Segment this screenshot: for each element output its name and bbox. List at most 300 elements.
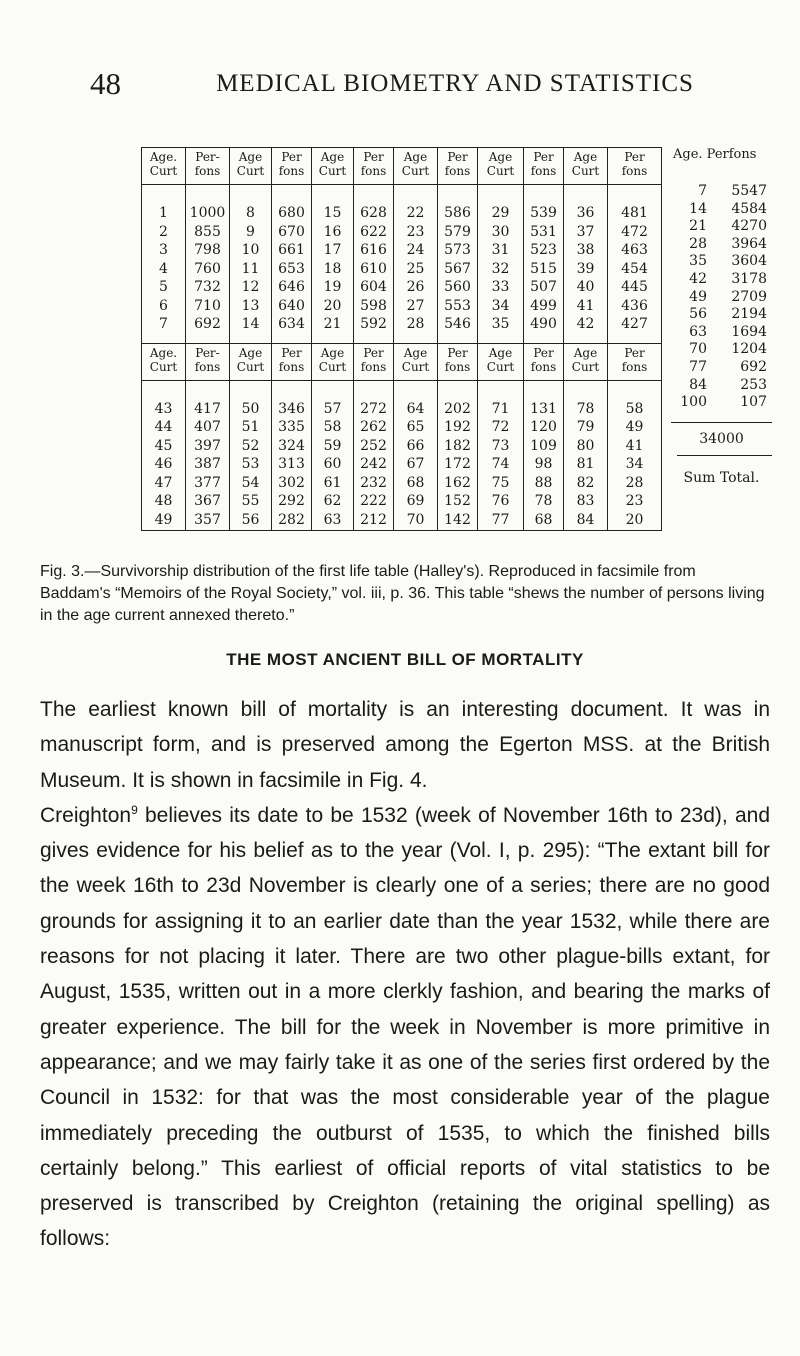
table-cell: 33	[478, 279, 524, 298]
column-header	[272, 148, 312, 185]
summary-rule	[671, 422, 772, 423]
table-cell: 507	[524, 279, 564, 298]
table-cell: 31	[478, 242, 524, 261]
table-row	[142, 475, 662, 494]
table-cell: 19	[312, 279, 354, 298]
column-header-line: Per	[363, 345, 384, 360]
table-spacer-row	[142, 380, 662, 401]
table-cell: 28	[394, 316, 438, 335]
facsimile-table	[141, 147, 662, 531]
table-cell: 88	[524, 475, 564, 494]
table-cell: 120	[524, 419, 564, 438]
table-row	[142, 438, 662, 457]
table-row	[142, 456, 662, 475]
table-cell: 34	[478, 298, 524, 317]
table-row	[142, 224, 662, 243]
table-cell: 42	[564, 316, 608, 335]
page-number: 48	[90, 66, 121, 101]
column-header-line: Age.	[149, 345, 178, 360]
column-header-line: fons	[278, 359, 305, 374]
column-header	[524, 148, 564, 185]
column-header-line: Per	[281, 345, 302, 360]
table-cell: 57	[312, 401, 354, 420]
column-header-line: fons	[530, 359, 557, 374]
spacer-cell	[394, 185, 438, 206]
table-cell: 11	[230, 261, 272, 280]
table-row	[142, 261, 662, 280]
summary-persons: 3604	[731, 253, 767, 270]
table-cell: 40	[564, 279, 608, 298]
table-cell: 4	[142, 261, 186, 280]
column-header-line: fons	[194, 359, 221, 374]
summary-row	[671, 324, 772, 342]
table-cell: 8	[230, 205, 272, 224]
paragraph-lead: Creighton	[40, 803, 132, 827]
table-cell: 472	[608, 224, 662, 243]
table-cell: 192	[438, 419, 478, 438]
table-cell: 23	[608, 493, 662, 512]
table-cell: 20	[312, 298, 354, 317]
column-header-line: Per	[447, 345, 468, 360]
table-cell: 54	[230, 475, 272, 494]
spacer-cell	[524, 380, 564, 401]
summary-row	[671, 341, 772, 359]
column-header-line: fons	[530, 164, 557, 178]
spacer-cell	[142, 185, 186, 206]
summary-row	[671, 394, 772, 412]
table-cell: 357	[186, 512, 230, 531]
column-header-line: Curt	[236, 164, 265, 178]
table-cell: 56	[230, 512, 272, 531]
column-header-line: Per-	[195, 150, 220, 164]
table-cell: 760	[186, 261, 230, 280]
footnote-ref: 9	[131, 802, 138, 817]
column-header-line: Curt	[318, 359, 347, 374]
table-cell: 324	[272, 438, 312, 457]
table-cell: 66	[394, 438, 438, 457]
spacer-cell	[230, 185, 272, 206]
table-cell: 560	[438, 279, 478, 298]
table-cell: 62	[312, 493, 354, 512]
table-cell: 1000	[186, 205, 230, 224]
table-cell: 292	[272, 493, 312, 512]
column-header-line: Age	[320, 150, 345, 164]
summary-persons: 4270	[731, 218, 767, 235]
table-cell: 598	[354, 298, 394, 317]
table-cell: 15	[312, 205, 354, 224]
column-header-line: fons	[444, 164, 471, 178]
summary-persons: 692	[740, 358, 767, 375]
table-cell: 52	[230, 438, 272, 457]
table-cell: 65	[394, 419, 438, 438]
table-cell: 616	[354, 242, 394, 261]
column-header	[438, 343, 478, 380]
table-cell: 427	[608, 316, 662, 335]
table-cell: 232	[354, 475, 394, 494]
column-header	[478, 343, 524, 380]
spacer-cell	[438, 185, 478, 206]
table-cell: 3	[142, 242, 186, 261]
table-cell: 64	[394, 401, 438, 420]
summary-column	[671, 147, 772, 486]
column-header	[394, 343, 438, 380]
table-cell: 82	[564, 475, 608, 494]
table-cell: 26	[394, 279, 438, 298]
table-cell: 84	[564, 512, 608, 531]
page-header	[90, 66, 760, 106]
table-cell: 515	[524, 261, 564, 280]
column-header	[186, 343, 230, 380]
summary-age: 84	[689, 376, 707, 393]
summary-persons: 107	[740, 394, 767, 411]
spacer-cell	[230, 380, 272, 401]
spacer-cell	[272, 380, 312, 401]
table-cell: 73	[478, 438, 524, 457]
table-row	[142, 279, 662, 298]
table-cell: 79	[564, 419, 608, 438]
column-header	[438, 148, 478, 185]
summary-age: 14	[689, 200, 707, 217]
table-cell: 17	[312, 242, 354, 261]
column-header-line: Per	[533, 150, 554, 164]
table-cell: 182	[438, 438, 478, 457]
table-cell: 75	[478, 475, 524, 494]
table-cell: 346	[272, 401, 312, 420]
column-header	[142, 148, 186, 185]
table-cell: 212	[354, 512, 394, 531]
table-cell: 604	[354, 279, 394, 298]
table-spacer-row	[142, 185, 662, 206]
column-header-line: Per	[624, 150, 645, 164]
table-cell: 37	[564, 224, 608, 243]
summary-persons: 5547	[731, 183, 767, 199]
spacer-cell	[186, 185, 230, 206]
summary-persons: 1204	[731, 341, 767, 358]
table-cell: 586	[438, 205, 478, 224]
table-cell: 44	[142, 419, 186, 438]
table-cell: 692	[186, 316, 230, 335]
table-cell: 68	[394, 475, 438, 494]
table-cell: 546	[438, 316, 478, 335]
table-row	[142, 242, 662, 261]
column-header-line: fons	[194, 164, 221, 178]
table-cell: 628	[354, 205, 394, 224]
table-cell: 2	[142, 224, 186, 243]
table-row	[142, 401, 662, 420]
table-cell: 24	[394, 242, 438, 261]
table-cell: 43	[142, 401, 186, 420]
gap-cell	[478, 335, 524, 344]
table-cell: 28	[608, 475, 662, 494]
column-header-line: Per-	[195, 345, 220, 360]
table-cell: 463	[608, 242, 662, 261]
table-cell: 670	[272, 224, 312, 243]
column-header	[564, 148, 608, 185]
table-cell: 49	[142, 512, 186, 531]
table-cell: 553	[438, 298, 478, 317]
table-cell: 36	[564, 205, 608, 224]
table-cell: 653	[272, 261, 312, 280]
table-cell: 46	[142, 456, 186, 475]
table-cell: 6	[142, 298, 186, 317]
table-cell: 610	[354, 261, 394, 280]
column-header	[524, 343, 564, 380]
section-heading: THE MOST ANCIENT BILL OF MORTALITY	[226, 650, 584, 669]
spacer-cell	[524, 185, 564, 206]
summary-age: 49	[689, 288, 707, 305]
column-header-line: Curt	[571, 359, 600, 374]
summary-row	[671, 183, 772, 201]
table-cell: 531	[524, 224, 564, 243]
column-header-line: Age	[573, 150, 598, 164]
table-cell: 131	[524, 401, 564, 420]
column-header-line: fons	[444, 359, 471, 374]
column-header	[186, 148, 230, 185]
paragraph	[40, 798, 770, 1257]
table-cell: 47	[142, 475, 186, 494]
summary-row	[671, 306, 772, 324]
table-cell: 387	[186, 456, 230, 475]
table-cell: 25	[394, 261, 438, 280]
summary-row	[671, 201, 772, 219]
table-cell: 646	[272, 279, 312, 298]
summary-rows	[671, 183, 772, 412]
column-header	[312, 148, 354, 185]
column-header-line: Curt	[571, 164, 600, 178]
gap-cell	[438, 335, 478, 344]
table-cell: 58	[312, 419, 354, 438]
spacer-cell	[354, 380, 394, 401]
table-cell: 313	[272, 456, 312, 475]
spacer-cell	[354, 185, 394, 206]
spacer-cell	[608, 185, 662, 206]
spacer-cell	[478, 185, 524, 206]
column-header	[272, 343, 312, 380]
table-cell: 34	[608, 456, 662, 475]
table-cell: 35	[478, 316, 524, 335]
summary-header: Age. Perfons	[673, 147, 757, 162]
summary-row	[671, 289, 772, 307]
spacer-cell	[272, 185, 312, 206]
spacer-cell	[478, 380, 524, 401]
summary-row	[671, 218, 772, 236]
column-header-line: fons	[360, 359, 387, 374]
table-cell: 71	[478, 401, 524, 420]
table-cell: 63	[312, 512, 354, 531]
summary-row	[671, 253, 772, 271]
summary-row	[671, 359, 772, 377]
table-cell: 39	[564, 261, 608, 280]
table-cell: 523	[524, 242, 564, 261]
table-cell: 27	[394, 298, 438, 317]
table-cell: 67	[394, 456, 438, 475]
table-gap-row	[142, 335, 662, 344]
table-cell: 22	[394, 205, 438, 224]
table-cell: 77	[478, 512, 524, 531]
column-header	[608, 343, 662, 380]
summary-persons: 3964	[731, 235, 767, 252]
column-header-line: Age	[488, 150, 513, 164]
summary-persons: 253	[740, 376, 767, 393]
table-row	[142, 205, 662, 224]
summary-age: 21	[689, 218, 707, 235]
column-header	[312, 343, 354, 380]
column-header-line: fons	[278, 164, 305, 178]
column-header-line: Curt	[149, 164, 178, 178]
table-cell: 242	[354, 456, 394, 475]
table-cell: 377	[186, 475, 230, 494]
column-header-line: Age	[573, 345, 598, 360]
halley-life-table-facsimile	[141, 147, 772, 545]
gap-cell	[272, 335, 312, 344]
spacer-cell	[438, 380, 478, 401]
table-cell: 710	[186, 298, 230, 317]
table-cell: 20	[608, 512, 662, 531]
summary-total: 34000	[699, 430, 744, 447]
table-cell: 367	[186, 493, 230, 512]
summary-persons: 4584	[731, 200, 767, 217]
table-cell: 45	[142, 438, 186, 457]
table-cell: 18	[312, 261, 354, 280]
table-cell: 68	[524, 512, 564, 531]
table-cell: 798	[186, 242, 230, 261]
summary-age: 28	[689, 235, 707, 252]
summary-persons: 3178	[731, 270, 767, 287]
summary-age: 35	[689, 253, 707, 270]
table-cell: 407	[186, 419, 230, 438]
gap-cell	[312, 335, 354, 344]
column-header-line: Age	[238, 345, 263, 360]
table-row	[142, 493, 662, 512]
table-cell: 12	[230, 279, 272, 298]
table-cell: 454	[608, 261, 662, 280]
summary-age: 42	[689, 270, 707, 287]
column-header-line: fons	[621, 359, 648, 374]
table-cell: 855	[186, 224, 230, 243]
table-cell: 9	[230, 224, 272, 243]
table-cell: 573	[438, 242, 478, 261]
table-cell: 445	[608, 279, 662, 298]
summary-persons: 1694	[731, 323, 767, 340]
summary-row	[671, 271, 772, 289]
table-cell: 81	[564, 456, 608, 475]
table-cell: 51	[230, 419, 272, 438]
table-cell: 58	[608, 401, 662, 420]
figure-caption: Fig. 3.—Survivorship distribution of the first life table (Halley's). Reproduced in facsimile from Baddam's “Memoirs of the Royal Society,” vol. iii, p. 36. This table “shews the number of persons living in the age current annexed thereto.”	[40, 563, 765, 624]
column-header-line: Age	[488, 345, 513, 360]
table-cell: 60	[312, 456, 354, 475]
table-cell: 21	[312, 316, 354, 335]
spacer-cell	[564, 380, 608, 401]
table-cell: 29	[478, 205, 524, 224]
summary-age: 100	[680, 394, 707, 411]
table-cell: 661	[272, 242, 312, 261]
table-cell: 162	[438, 475, 478, 494]
gap-cell	[142, 335, 186, 344]
table-cell: 16	[312, 224, 354, 243]
table-cell: 202	[438, 401, 478, 420]
table-cell: 50	[230, 401, 272, 420]
summary-age: 7	[698, 183, 707, 199]
column-header-line: Age	[403, 345, 428, 360]
table-cell: 48	[142, 493, 186, 512]
column-header-line: Age	[238, 150, 263, 164]
table-header-row	[142, 148, 662, 185]
table-cell: 272	[354, 401, 394, 420]
gap-cell	[394, 335, 438, 344]
table-cell: 59	[312, 438, 354, 457]
table-cell: 78	[524, 493, 564, 512]
column-header-line: Per	[363, 150, 384, 164]
summary-rule-lower	[677, 455, 772, 456]
column-header-line: Curt	[486, 164, 515, 178]
table-cell: 640	[272, 298, 312, 317]
column-header-line: Curt	[401, 164, 430, 178]
spacer-cell	[564, 185, 608, 206]
spacer-cell	[608, 380, 662, 401]
column-header	[230, 343, 272, 380]
spacer-cell	[394, 380, 438, 401]
column-header-line: Per	[533, 345, 554, 360]
table-cell: 732	[186, 279, 230, 298]
table-cell: 55	[230, 493, 272, 512]
table-cell: 109	[524, 438, 564, 457]
table-cell: 98	[524, 456, 564, 475]
summary-age: 56	[689, 306, 707, 323]
table-cell: 80	[564, 438, 608, 457]
table-cell: 172	[438, 456, 478, 475]
table-cell: 481	[608, 205, 662, 224]
column-header-line: fons	[360, 164, 387, 178]
summary-persons: 2194	[731, 306, 767, 323]
table-cell: 10	[230, 242, 272, 261]
column-header-line: Curt	[149, 359, 178, 374]
column-header-line: Curt	[401, 359, 430, 374]
table-cell: 1	[142, 205, 186, 224]
summary-persons: 2709	[731, 288, 767, 305]
summary-row	[671, 377, 772, 395]
table-cell: 32	[478, 261, 524, 280]
paragraph: The earliest known bill of mortality is an interesting document. It was in manuscript form, and is preserved among the Egerton MSS. at the British Museum. It is shown in facsimile in Fig. 4.	[40, 698, 770, 792]
column-header	[354, 148, 394, 185]
gap-cell	[354, 335, 394, 344]
table-cell: 70	[394, 512, 438, 531]
table-cell: 61	[312, 475, 354, 494]
summary-row	[671, 236, 772, 254]
gap-cell	[564, 335, 608, 344]
table-cell: 567	[438, 261, 478, 280]
column-header	[564, 343, 608, 380]
table-cell: 490	[524, 316, 564, 335]
running-head: MEDICAL BIOMETRY AND STATISTICS	[216, 70, 694, 97]
column-header-line: Age	[320, 345, 345, 360]
table-cell: 69	[394, 493, 438, 512]
table-cell: 74	[478, 456, 524, 475]
body-text	[40, 692, 770, 1257]
column-header-line: Curt	[318, 164, 347, 178]
table-cell: 252	[354, 438, 394, 457]
table-cell: 222	[354, 493, 394, 512]
table-cell: 41	[608, 438, 662, 457]
table-cell: 539	[524, 205, 564, 224]
table-cell: 680	[272, 205, 312, 224]
table-cell: 76	[478, 493, 524, 512]
table-cell: 282	[272, 512, 312, 531]
column-header	[394, 148, 438, 185]
paragraph-rest: believes its date to be 1532 (week of November 16th to 23d), and gives evidence for his belief as to the year (Vol. I, p. 295): “The extant bill for the week 16th to 23d November is clearly one of a series; there are no good grounds for assigning it to an earlier date than the year 1532, while there are reasons for not placing it later. There are two other plague-bills extant, for August, 1535, written out in a more clerkly fashion, and bearing the marks of greater experience. The bill for the week in November is more primitive in appearance; and we may fairly take it as one of the series first ordered by the Council in 1532: for that was the most considerable year of the plague immediately preceding the outburst of 1535, to which the finished bills certainly belong.” This earliest of official reports of vital statistics to be preserved is transcribed by Creighton (retaining the original spelling) as follows:	[40, 803, 770, 1251]
column-header-line: Age	[403, 150, 428, 164]
table-cell: 13	[230, 298, 272, 317]
